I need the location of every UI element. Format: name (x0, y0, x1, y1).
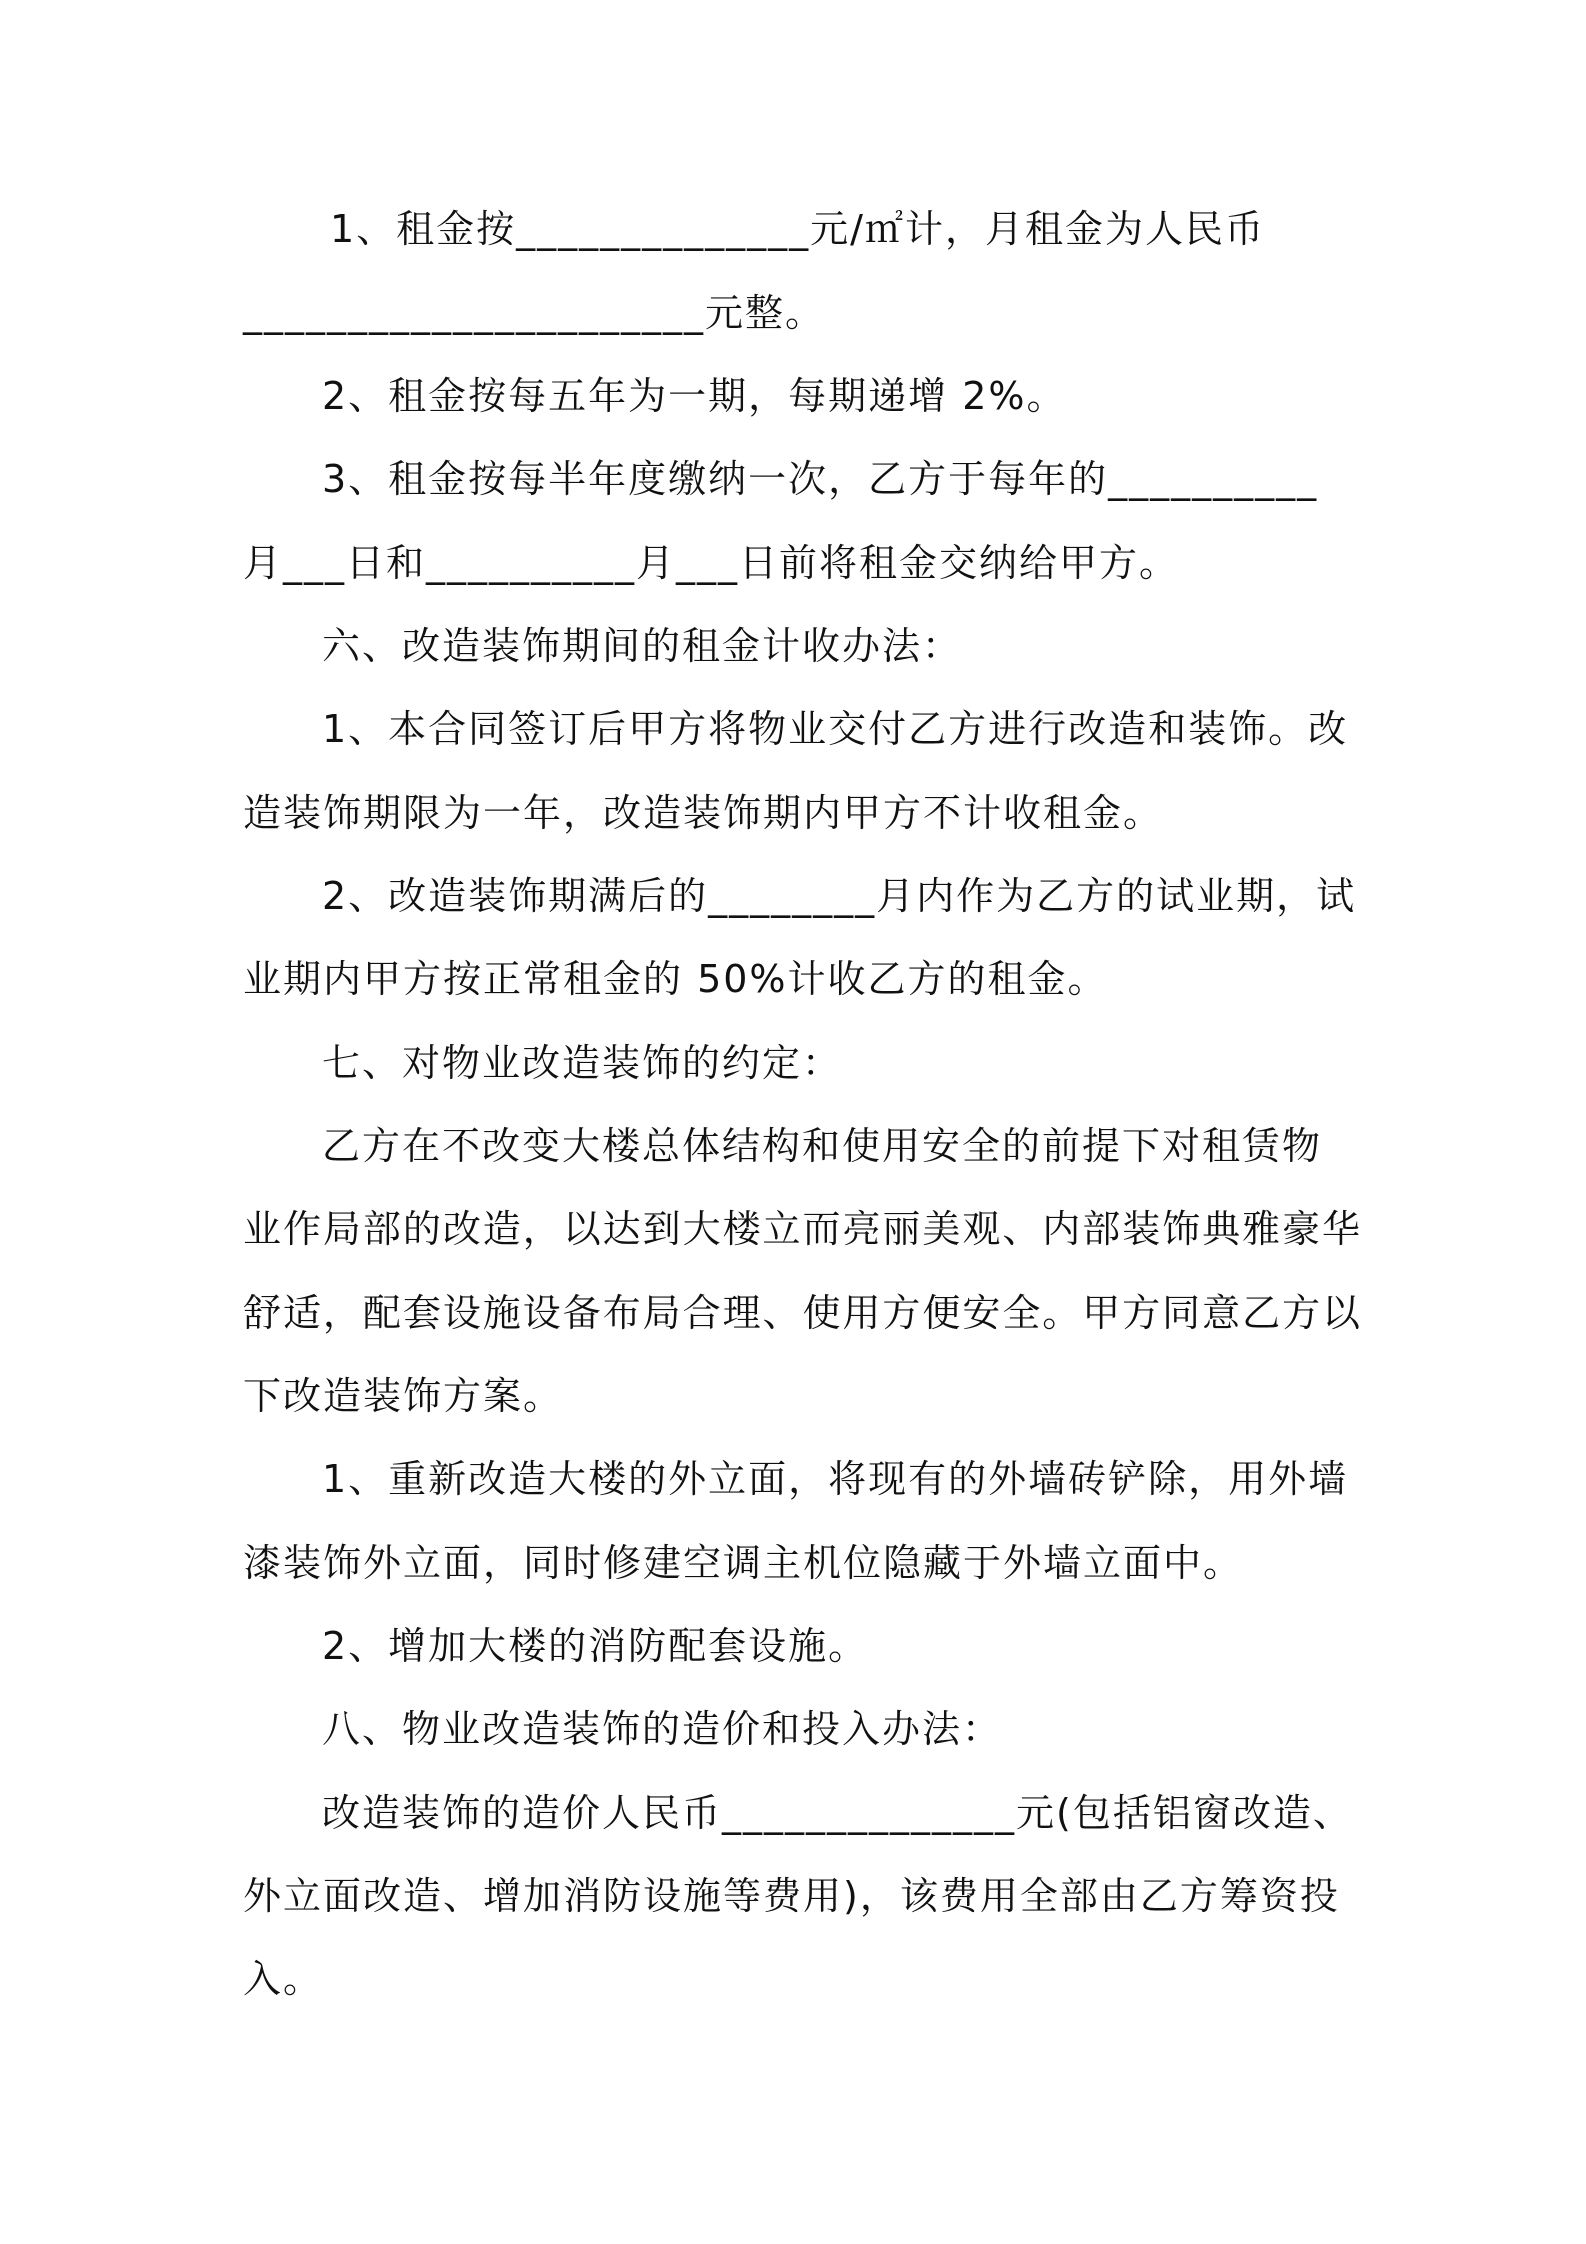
line-1: 1、租金按______________元/㎡计，月租金为人民币 (330, 207, 1265, 251)
line-7: 1、本合同签订后甲方将物业交付乙方进行改造和装饰。改 (322, 707, 1349, 751)
line-22: 入。 (243, 1957, 324, 2001)
line-12: 乙方在不改变大楼总体结构和使用安全的前提下对租赁物 (322, 1124, 1323, 1168)
line-9: 2、改造装饰期满后的________月内作为乙方的试业期，试 (322, 874, 1357, 918)
line-18: 2、增加大楼的消防配套设施。 (322, 1624, 869, 1668)
line-19: 八、物业改造装饰的造价和投入办法： (322, 1707, 1003, 1751)
line-4: 3、租金按每半年度缴纳一次，乙方于每年的__________ (322, 457, 1319, 501)
line-11: 七、对物业改造装饰的约定： (322, 1041, 843, 1085)
line-2: ______________________元整。 (243, 291, 826, 335)
line-13: 业作局部的改造，以达到大楼立而亮丽美观、内部装饰典雅豪华 (243, 1207, 1363, 1251)
line-21: 外立面改造、增加消防设施等费用)，该费用全部由乙方筹资投 (243, 1874, 1340, 1918)
line-14: 舒适，配套设施设备布局合理、使用方便安全。甲方同意乙方以 (243, 1291, 1363, 1335)
line-15: 下改造装饰方案。 (243, 1374, 564, 1418)
line-20: 改造装饰的造价人民币______________元(包括铝窗改造、 (322, 1791, 1353, 1835)
line-8: 造装饰期限为一年，改造装饰期内甲方不计收租金。 (243, 791, 1164, 835)
line-6: 六、改造装饰期间的租金计收办法： (322, 624, 963, 668)
line-3: 2、租金按每五年为一期，每期递增 2%。 (322, 374, 1067, 418)
line-17: 漆装饰外立面，同时修建空调主机位隐藏于外墙立面中。 (243, 1541, 1244, 1585)
line-5: 月___日和__________月___日前将租金交纳给甲方。 (243, 541, 1180, 585)
line-16: 1、重新改造大楼的外立面，将现有的外墙砖铲除，用外墙 (322, 1457, 1349, 1501)
line-10: 业期内甲方按正常租金的 50%计收乙方的租金。 (243, 957, 1108, 1001)
